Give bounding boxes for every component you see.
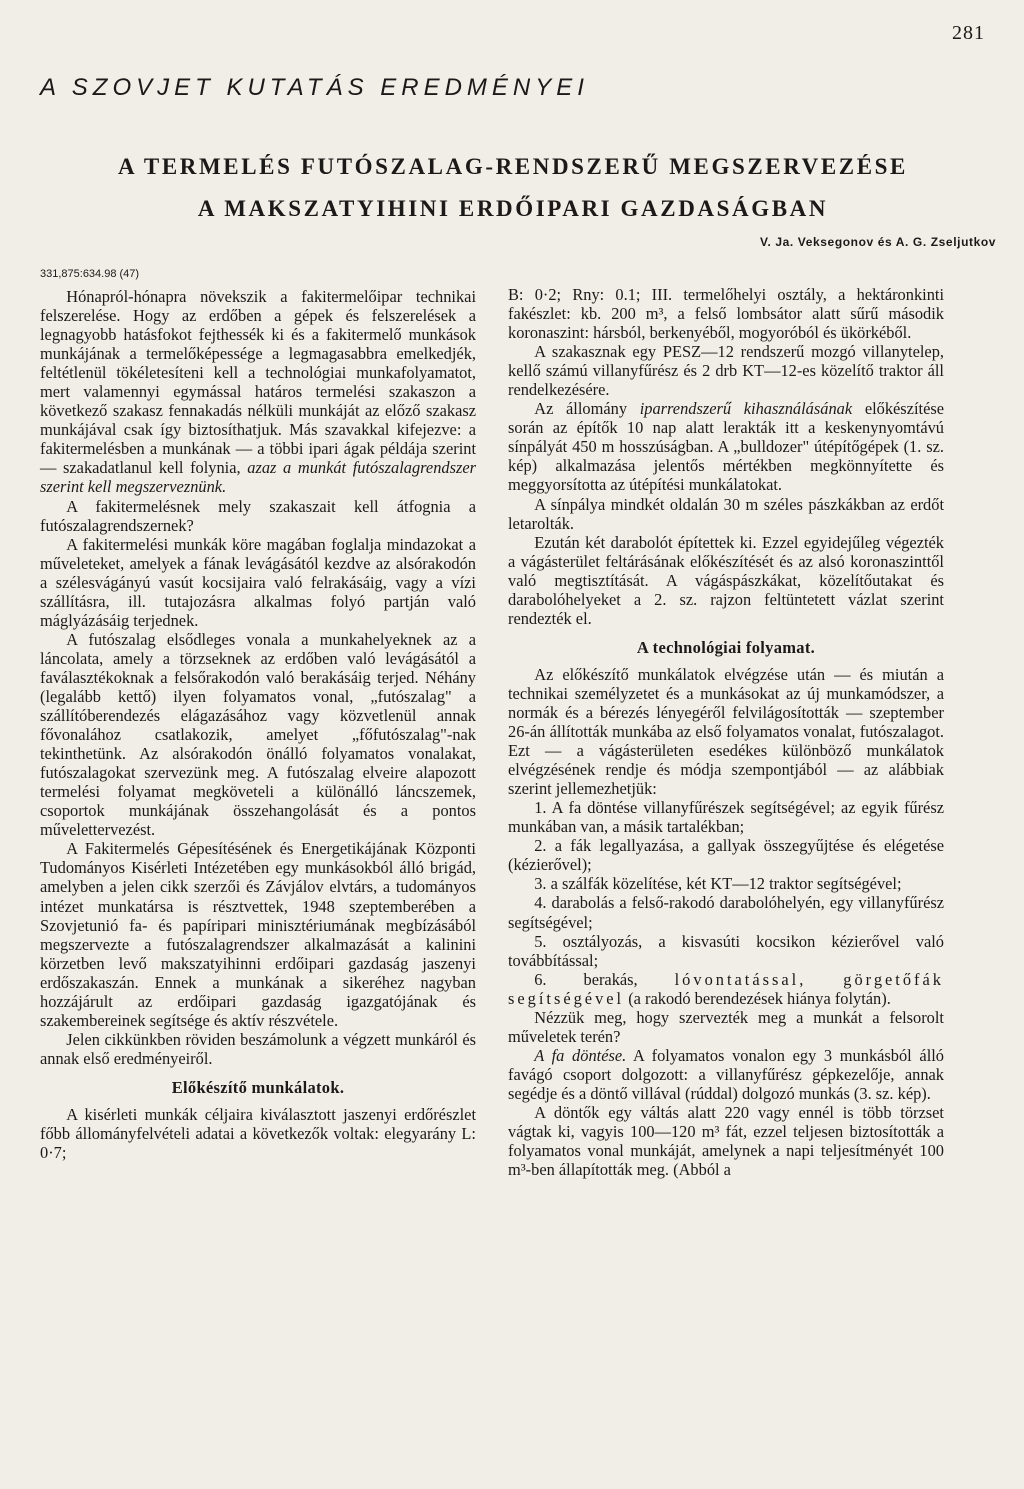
paragraph: A fakitermelési munkák köre magában foglalja mindazokat a műveleteket, amelyek a fának levágásától kezdve az alsórakodón a szélesvágányú vasút kocsijaira való felrakásáig, vagy a vízi szállításra, ill. tutajozásra alkalmas folyó partján való máglyázásáig terjednek. [40,534,476,630]
paragraph: Hónapról-hónapra növekszik a fakitermelőipar technikai felszerelése. Hogy az erdőben a gépek és felszerelések a legnagyobb hatásfokot fejthessék ki és a fakitermelő munkások munkájának a termelőképessége a legmagasabbra emelkedjék, feltétlenül tökéletesíteni kell a technológiai munkafolyamatot, mert valamennyi egymással határos termelési szakaszon a következő szakasz fennakadás nélküli munkáját az előző szakasz munkájával csak így biztosíthatjuk. Más szavakkal kifejezve: a fakitermelésben a munkának — a többi ipari ágak példája szerint — szakadatlanul kell folynia, azaz a munkát futószalagrendszer szerint kell megszerveznünk. [40,287,476,497]
article-title [38,146,988,230]
paragraph: A Fakitermelés Gépesítésének és Energetikájának Központi Tudományos Kisérleti Intézetében egy munkásokból álló brigád, amelyben a jelen cikk szerzői és Závjálov elvtárs, a tudományos intézet munkatársa is résztvettek, 1948 szeptemberében a Szovjetunió fa- és papíripari minisztériumának megbízásából megszervezte a futószalagrendszer alkalmazását a kalinini körzetben levő makszatyihinni erdőipari gazdaság jaszenyi erdőszakaszán. Ennek a munkának a sikeréhez nagyban hozzájárult az erdőipari gazdaság igazgatójának és szakembereinek segítsége és aktív részvétele. [40,839,476,1030]
list-item: 5. osztályozás, a kisvasúti kocsikon kézierővel való továbbítással; [508,931,944,970]
paragraph: B: 0·2; Rny: 0.1; III. termelőhelyi osztály, a hektáronkinti fakészlet: kb. 200 m³, a felső lombsátor alatt sűrű második koronaszint: hársból, berkenyéből, mogyoróból és ükörkéből. [508,285,944,343]
title-line-1: A TERMELÉS FUTÓSZALAG-RENDSZERŰ MEGSZERVEZÉSE [118,154,908,179]
paragraph: A döntők egy váltás alatt 220 vagy ennél is több törzset vágtak ki, vagyis 100—120 m³ fát, ezzel teljesen biztosították a folyamatos vonal munkáját, amelynek a napi teljesítményét 100 m³-ben állapították meg. (Abból a [508,1102,944,1180]
list-item: 2. a fák legallyazása, a gallyak összegyűjtése és elégetése (kézierővel); [508,836,944,875]
italic-emphasis: azaz a munkát futószalagrendszer szerint kell megszerveznünk. [40,458,476,497]
paragraph: A kisérleti munkák céljaira kiválasztott jaszenyi erdőrészlet főbb állományfelvételi adatai a következők voltak: elegyarány L: 0·7; [40,1104,476,1163]
spaced-emphasis: lóvontatással, [674,969,807,989]
title-line-2: A MAKSZATYIHINI ERDŐIPARI GAZDASÁGBAN [197,196,829,221]
section-heading: A technológiai folyamat. [636,637,816,657]
list-item: 4. darabolás a felső-rakodó darabolóhelyén, egy villanyfűrész segítségével; [508,893,944,932]
right-column [508,285,944,1179]
italic-emphasis: A fa döntése. [534,1045,627,1065]
paragraph: Az állomány iparrendszerű kihasználásának előkészítése során az építők 10 nap alatt lerakták itt a keskenynyomtávú sínpályát 450 m hosszúságban. A „bulldozer" útépítőgépek (1. sz. kép) alkalmazása jelentős mértékben megkönnyítette és meggyorsította az útépítési munkálatokat. [508,399,944,495]
paragraph: A sínpálya mindkét oldalán 30 m széles pászkákban az erdőt letarolták. [508,494,944,533]
paragraph: A futószalag elsődleges vonala a munkahelyeknek az a láncolata, amely a törzseknek az erdőben való levágásától a faválasztékoknak a felsőrakodón való berakásáig terjed. Néhány (legalább kettő) ilyen folyamatos vonal, „futószalag" a szállítóberendezés elágazásához vagy közvetlenül annak fővonalához csatlakozik, amelyet „főfutószalag"-nak tekinthetünk. Az alsórakodón önálló folyamatos vonalakat, futószalagokat szervezünk meg. A futószalag elveire alapozott termelési folyamat megköveteli a különálló láncszemek, csoportok munkájának összehangolását és a pontos művelettervezést. [40,629,476,840]
paragraph: Jelen cikkünkben röviden beszámolunk a végzett munkáról és annak első eredményeiről. [40,1029,476,1068]
list-item: 1. A fa döntése villanyfűrészek segítségével; az egyik fűrész munkában van, a másik tartalékban; [508,798,944,837]
paragraph: Az előkészítő munkálatok elvégzése után — és miután a technikai személyzetet és a munkásokat az új munkamódszer, a normák és a bérezés lényegéről felvilágosították — szeptember 26-án állították munkába az első folyamatos vonalat, futószalagot. Ezt — a vágásterületen esedékes különböző munkálatok elvégzésének rendje és módja szempontjából — az alábbiak szerint jellemezhetjük: [508,664,944,799]
left-column [40,287,476,1162]
paragraph: A fakitermelésnek mely szakaszait kell átfognia a futószalagrendszernek? [40,496,476,535]
paragraph: Nézzük meg, hogy szervezték meg a munkát a felsorolt műveletek terén? [508,1007,944,1046]
section-rubric: A SZOVJET KUTATÁS EREDMÉNYEI [40,74,589,101]
section-heading: Előkészítő munkálatok. [171,1077,345,1097]
paragraph: Ezután két darabolót építettek ki. Ezzel egyidejűleg végezték a vágásterület feltárásának előkészítését és az alsó koronaszinttől való megtisztítását. A vágáspászkákat, közelítőutakat és darabolóhelyeket a 2. sz. rajzon feltüntetett vázlat szerint rendezték el. [508,532,944,628]
paragraph: A fa döntése. A folyamatos vonalon egy 3 munkásból álló favágó csoport dolgozott: a villanyfűrész gépkezelője, annak segédje és a döntő villával (rúddal) dolgozó munkás (3. sz. kép). [508,1045,944,1103]
article-authors: V. Ja. Veksegonov és A. G. Zseljutkov [760,235,997,249]
udc-code: 331,875:634.98 (47) [40,268,140,280]
list-item: 6. berakás, lóvontatással, görgetőfák segítségével (a rakodó berendezések hiánya folytán). [508,969,944,1008]
italic-emphasis: iparrendszerű kihasználásának [639,399,853,419]
paragraph: A szakasznak egy PESZ—12 rendszerű mozgó villanytelep, kellő számú villanyfűrész és 2 drb KT—12-es közelítő traktor áll rendelkezésére. [508,342,944,400]
page-number: 281 [952,22,985,44]
spaced-emphasis: görgetőfák segítségével [508,969,944,1008]
list-item: 3. a szálfák közelítése, két KT—12 traktor segítségével; [534,874,902,894]
